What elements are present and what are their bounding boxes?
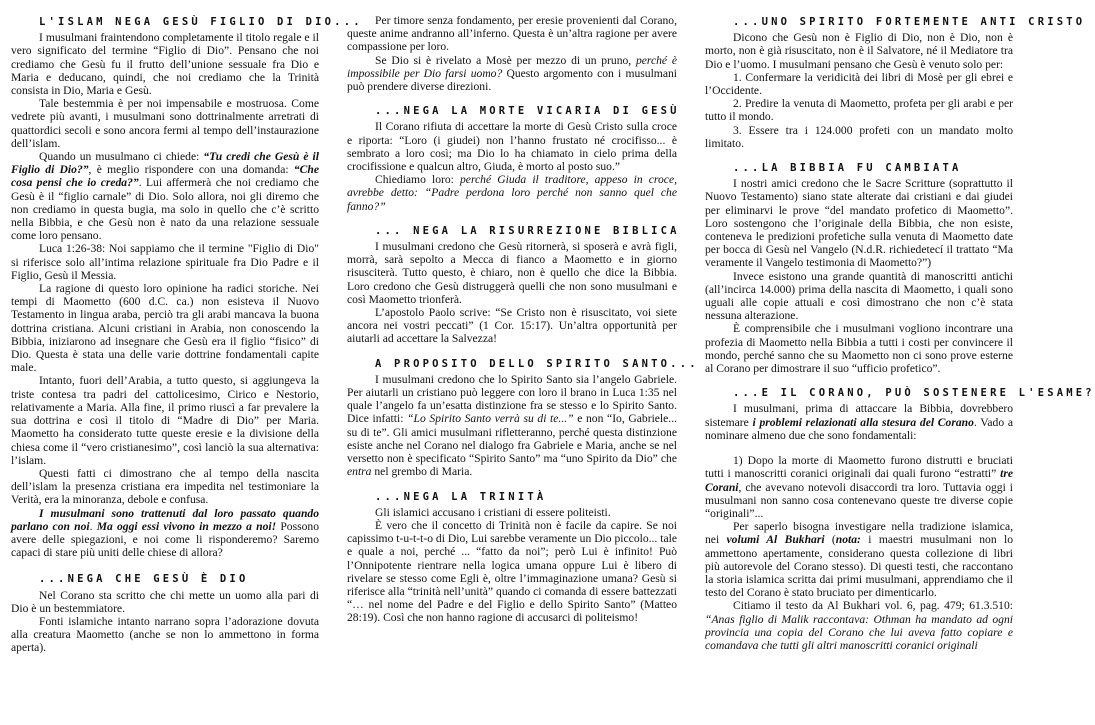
paragraph: Per timore senza fondamento, per eresie provenienti dal Corano, queste anime andranno all’inferno. Questa è un’altra ragione per avere compassione per loro.: [347, 14, 677, 54]
paragraph: Intanto, fuori dell’Arabia, a tutto questo, si aggiungeva la triste contesa tra padri del cattolicesimo, Cirico e Nestorio, relativamente a Maria. Alla fine, il primo riuscì a far prevalere la sua dottrina e così il titolo di “Madre di Dio” per Maria. Maometto ha considerato tutte queste eresie e la divisione della chiesa come il “vero cristianesimo”, così lanciò la sua alternativa: l’islam.: [11, 374, 319, 467]
text-run: , è meglio rispondere con una domanda:: [88, 163, 294, 177]
paragraph: È vero che il concetto di Trinità non è facile da capire. Se noi capissimo t-u-t-t-o di Dio, Lui sarebbe veramente un Dio piccolo... tale e quale a noi, perché ... “fatto da noi”; però Lui è infinito! Può l’Onnipotente rientrare nella logica umana oppure Lui è libero di rivelare se stesso come Egli è, oltre l’immaginazione umana? Gesù si riferisce alla “trinità nell’unità” quando ci comanda di essere battezzati “… nel nome del Padre e del Figlio e dello Spirito Santo” (Matteo 28:19). Così che non hanno ragione di accusarci di politeismo!: [347, 518, 677, 625]
emphasis-text: perché Giuda il traditore, appeso in croce, avrebbe detto: “Padre perdona loro perché non sanno quel che fanno?”: [347, 173, 677, 213]
paragraph: Il Corano rifiuta di accettare la morte di Gesù Cristo sulla croce e riporta: “Loro (i giudei) non l’hanno frustato né crocifisso... è sembrato a loro così; ma Dio lo ha chiamato in cielo prima della crocifissione e qualcun altro, Giuda, è morto al posto suo.”: [347, 120, 677, 174]
paragraph: È comprensibile che i musulmani vogliono incontrare una profezia di Maometto nella Bibbia a tutti i costi per convincere il mondo, perché sanno che su Maometto non ci sono prove esterne al Corano per dimostrare il suo “ufficio profetico”.: [705, 322, 1013, 376]
paragraph: [347, 54, 677, 94]
emphasis-text: “Anas figlio di Malik raccontava: Othman ha mandato ad ogni provincia una copia del Corano che lui aveva fatto copiare e comandava che tutti gli altri manoscritti coranici originali: [705, 612, 1013, 652]
text-run: I musulmani, prima di attaccare la Bibbia, dovrebbero sistemare: [705, 402, 1013, 429]
paragraph: [11, 150, 319, 242]
text-run: Quando un musulmano ci chiede:: [39, 150, 204, 164]
section-heading: A PROPOSITO DELLO SPIRITO SANTO...: [375, 357, 699, 370]
text-run: , che avevano notevoli disaccordi tra loro. Tuttavia oggi i musulmani non sanno cosa contenevano queste tre diverse copie “originali”...: [705, 480, 1013, 520]
section-heading: ...LA BIBBIA FU CAMBIATA: [733, 162, 962, 175]
emphasis-text: perché è impossibile per Dio farsi uomo?: [347, 53, 677, 80]
paragraph: L’apostolo Paolo scrive: “Se Cristo non è risuscitato, voi siete ancora nei vostri peccati” (1 Cor. 15:17). Un’altra opportunità per aiutarli ad accettare la Salvezza!: [347, 306, 677, 346]
paragraph: La ragione di questo loro opinione ha radici storiche. Nei tempi di Maometto (600 d.C. ca.) non esisteva il Nuovo Testamento in lingua araba, perciò tra gli arabi mancava la buona dottrina cristiana. Alcuni cristiani in Arabia, non conoscendo la Bibbia, iniziarono ad insegnare che Gesù era il figlio “fisico” di Dio. Questa è stata una delle varie dottrine fondamentali capite male.: [11, 282, 319, 375]
text-run: e non “Io, Gabriele... su di te”. Gli amici musulmani rifletteranno, perché questa distinzione esiste anche nel Corano nel dialogo fra Gabriele e Maria, anche se nel versetto non è specificato “Spirito Santo” ma “uno Spirito da Dio” che: [347, 412, 677, 466]
paragraph: [347, 373, 677, 479]
paragraph: [705, 520, 1013, 599]
text-run: . Lui affermerà che noi crediamo che Gesù è il “figlio carnale” di Dio. Solo allora, noi gli diremo che non crediamo in questa bugia, ma solo in quello che c’è scritto nella Bibbia, e che Gesù non è nato da una relazione sessuale come loro pensano.: [11, 176, 319, 243]
text-run: Per saperlo bisogna investigare nella tradizione islamica, nei: [705, 520, 1013, 547]
section-heading: ... NEGA LA RISURREZIONE BIBLICA: [375, 224, 680, 237]
paragraph: Gli islamici accusano i cristiani di essere politeisti.: [375, 505, 611, 519]
section-heading: L'ISLAM NEGA GESÙ FIGLIO DI DIO...: [39, 16, 363, 28]
emphasis-text: “Lo Spirito Santo verrà su di te...”: [407, 412, 574, 426]
text-run: . Vado a nominare almeno due che sono fondamentali:: [705, 415, 1013, 442]
text-run: Citiamo il testo da Al Bukhari vol. 6, pag. 479; 61.3.510:: [733, 599, 1013, 613]
text-run: I musulmani credono che lo Spirito Santo sia l’angelo Gabriele. Per aiutarli un cristiano può leggere con loro il brano in Luca 1:35 nel quale l’angelo fa un’esatta distinzione fra se stesso e lo Spirito Santo. Dice infatti:: [347, 372, 677, 426]
paragraph: [705, 454, 1013, 520]
paragraph: I nostri amici credono che le Sacre Scritture (soprattutto il Nuovo Testamento) siano state alterate dai cristiani e dai giudei per eliminarvi le prove “del mandato profetico di Maometto”. Loro sostengono che l’originale della Bibbia, che non esiste, conteneva le predizioni profetiche sulla venuta di Maometto date per bocca di Gesù nel Vangelo (N.d.R. richiedetecí il trattato “Ma veramente il Vangelo testimonia di Maometto?”): [705, 177, 1013, 270]
section-heading: ...UNO SPIRITO FORTEMENTE ANTI CRISTO: [733, 16, 1086, 28]
paragraph: Tale bestemmia è per noi impensabile e mostruosa. Come vedrete più avanti, i musulmani sono dottrinalmente arretrati di quattordici secoli e sono ancora fermi al tempo dell’instaurazione dell’islam.: [11, 97, 319, 150]
paragraph: I musulmani credono che Gesù ritornerà, si sposerà e avrà figli, morrà, sarà sepolto a Mecca di fianco a Maometto e in giorno risusciterà. Tutto questo, è chiaro, non è quello che dice la Bibbia. Loro credono che Gesù distruggerà quelli che non sono musulmani e così Maometto trionferà.: [347, 240, 677, 306]
paragraph: Luca 1:26-38: Noi sappiamo che il termine "Figlio di Dio" si riferisce solo all’intima relazione spirituale fra Dio Padre e il Figlio, Gesù il Messia.: [11, 242, 319, 282]
section-heading: ...E IL CORANO, PUÒ SOSTENERE L'ESAME?: [733, 387, 1095, 400]
paragraph: I musulmani fraintendono completamente il titolo regale e il vero significato del termine “Figlio di Dio”. Pensano che noi crediamo che Gesù fu il frutto dell’unione sessuale fra Dio e Maria e deducano, quindi, che noi crediamo che la Trinità consista in Dio, Maria e Gesù.: [11, 31, 319, 98]
paragraph: [705, 402, 1013, 442]
paragraph: Invece esistono una grande quantità di manoscritti antichi (all’incirca 14.000) prima della nascita di Maometto, i quali sono uguali alle copie attuali e così dimostrano che non c’è stata nessuna alterazione.: [705, 269, 1013, 323]
emphasis-text: volumi Al Bukhari: [726, 533, 825, 547]
text-run: nel grembo di Maria.: [371, 465, 473, 479]
emphasis-text: nota:: [835, 533, 861, 547]
section-heading: ...NEGA LA MORTE VICARIA DI GESÙ: [375, 105, 680, 118]
emphasis-text: I musulmani sono trattenuti dal loro passato quando parlano con noi: [11, 506, 319, 533]
text-run: Possono avere delle spiegazioni, e noi come li risponderemo? Saremo capaci di stare più uniti delle chiese di allora?: [11, 519, 319, 560]
paragraph: Dicono che Gesù non è Figlio di Dio, non è Dio, non è morto, non è già risuscitato, non è il Salvatore, né il Mediatore tra Dio e l’uomo. I musulmani pensano che Gesù è venuto solo per:: [705, 31, 1013, 71]
paragraph: Fonti islamiche intanto narrano sopra l’adorazione dovuta alla creatura Maometto (anche se non lo ammettono in forma aperta).: [11, 614, 319, 655]
list-item: 3. Essere tra i 124.000 profeti con un mandato molto limitato.: [705, 123, 1013, 150]
list-item: 2. Predire la venuta di Maometto, profeta per gli arabi e per tutto il mondo.: [705, 97, 1013, 124]
text-run: i maestri musulmani non lo ammettono apertamente, considerano questa collezione di libri più autorevole del Corano stesso). Di questi testi, che raccontano la storia islamica scritta dai primi musulmani, apprendiamo che il testo del Corano è stato bruciato per dimenticarlo.: [705, 533, 1013, 600]
emphasis-text: i problemi relazionati alla stesura del Corano: [752, 415, 974, 429]
paragraph: Nel Corano sta scritto che chi mette un uomo alla pari di Dio è un bestemmiatore.: [11, 588, 319, 615]
emphasis-text: entra: [347, 465, 372, 479]
paragraph: [705, 599, 1013, 652]
text-run: Chiediamo loro:: [375, 173, 460, 187]
text-run: .: [89, 519, 97, 533]
emphasis-text: Ma oggi essi vivono in mezzo a noi!: [96, 519, 277, 533]
section-heading: ...NEGA CHE GESÙ È DIO: [39, 573, 249, 586]
paragraph: [347, 173, 677, 213]
column-middle: [347, 14, 699, 725]
column-right: [705, 14, 1095, 725]
section-heading: ...NEGA LA TRINITÀ: [375, 490, 547, 503]
text-run: Questo argomento con i musulmani può prendere diverse direzioni.: [347, 66, 677, 94]
emphasis-text: tre Corani: [705, 467, 1013, 494]
emphasis-text: “Che cosa pensi che io creda?”: [11, 163, 319, 190]
list: [705, 71, 1013, 150]
paragraph: Questi fatti ci dimostrano che al tempo della nascita dell’islam la presenza cristiana era impedita nel testimoniare la Verità, era la minoranza, debole e confusa.: [11, 466, 319, 507]
text-run: Se Dio si è rivelato a Mosè per mezzo di un pruno,: [375, 53, 636, 67]
text-run: 1) Dopo la morte di Maometto furono distrutti e bruciati tutti i manoscritti coranici originali dai quali furono “estratti”: [705, 454, 1013, 481]
text-run: (: [824, 533, 836, 547]
emphasis-text: “Tu credi che Gesù è il Figlio di Dio?”: [11, 150, 319, 177]
list-item: 1. Confermare la veridicità dei libri di Mosè per gli ebrei e l’Occidente.: [705, 70, 1013, 98]
paragraph: [11, 507, 319, 560]
